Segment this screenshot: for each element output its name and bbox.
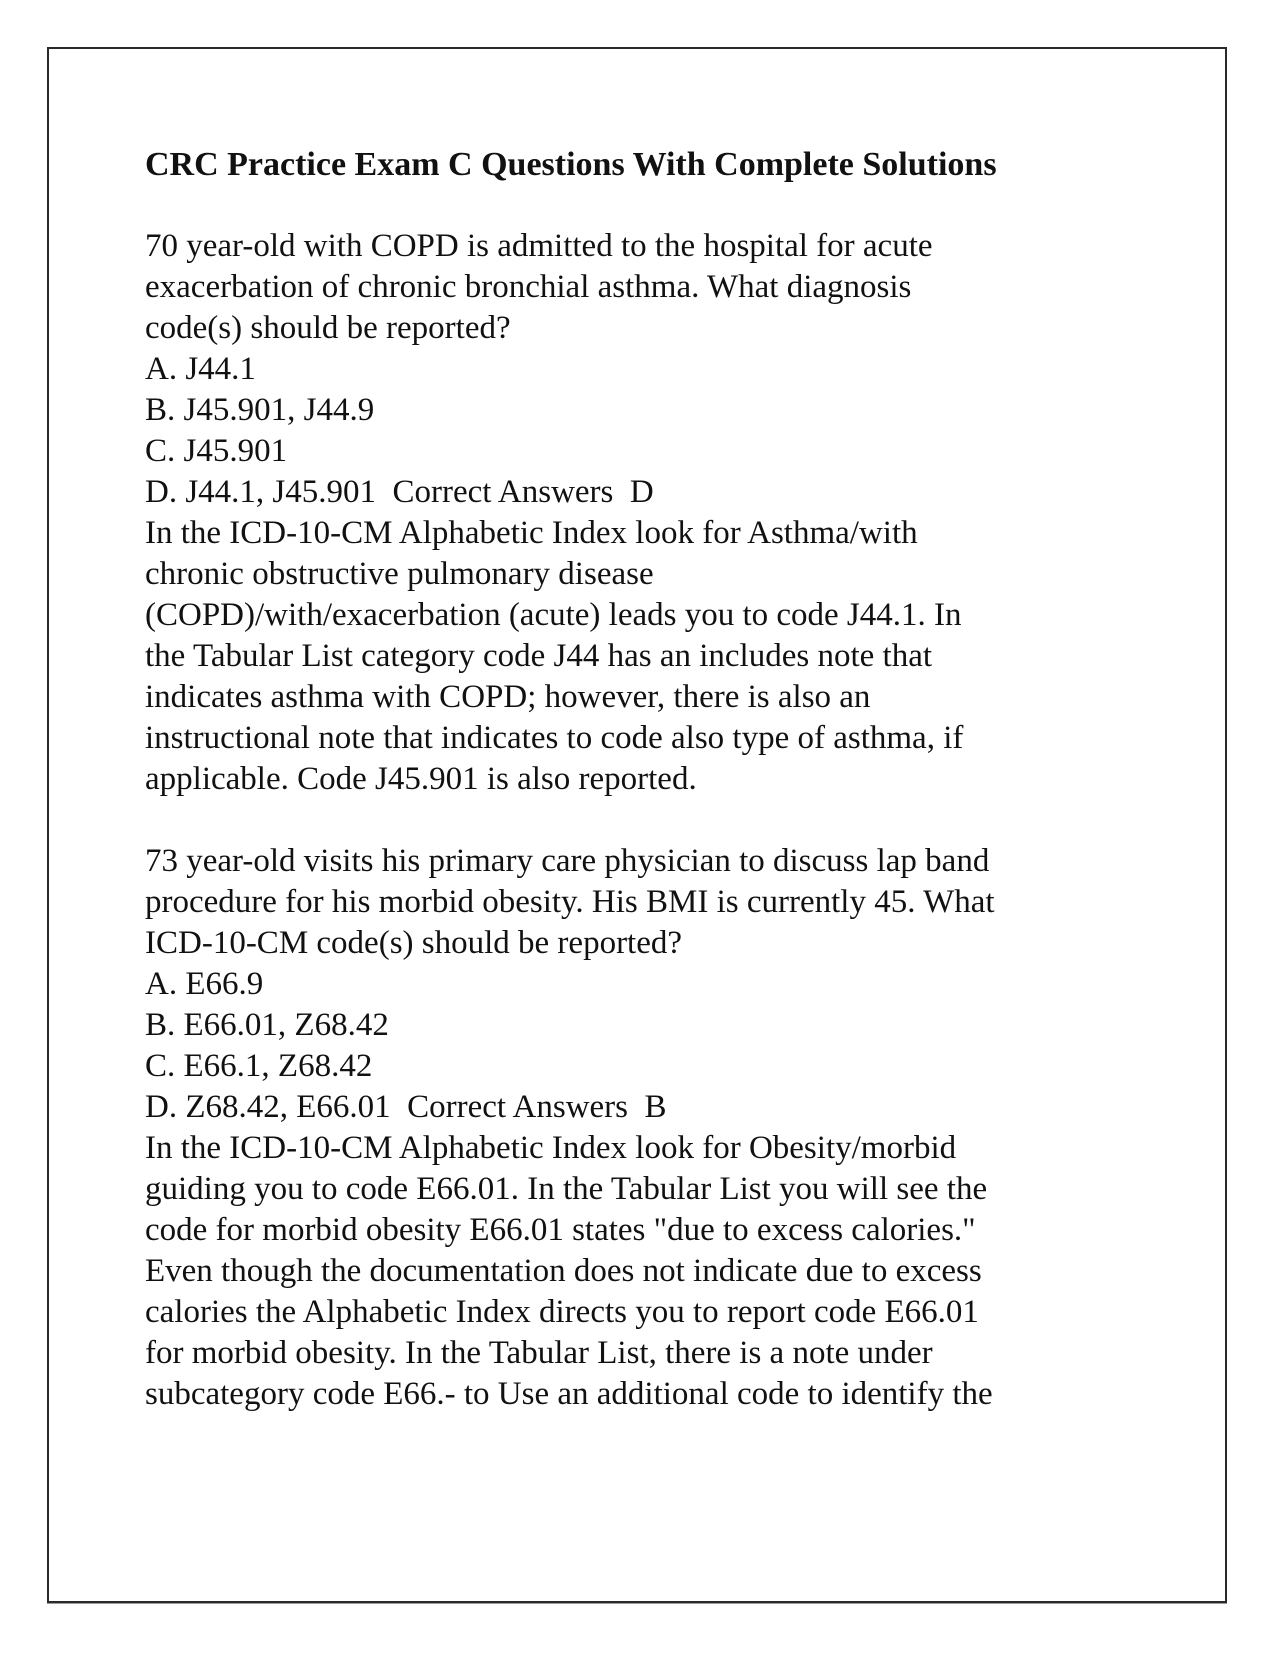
stem-line: 70 year-old with COPD is admitted to the hospital for acute: [145, 228, 933, 264]
option-d-with-answer: D. Z68.42, E66.01 Correct Answers B: [145, 1089, 667, 1125]
question-2-stem: [145, 841, 1095, 964]
question-1-options: [145, 349, 1095, 513]
explanation-line: code for morbid obesity E66.01 states "due to excess calories.": [145, 1212, 976, 1248]
document-content: [145, 144, 1095, 1415]
explanation-line: In the ICD-10-CM Alphabetic Index look for Obesity/morbid: [145, 1130, 957, 1166]
explanation-line: (COPD)/with/exacerbation (acute) leads you to code J44.1. In: [145, 597, 962, 633]
option-d-with-answer: D. J44.1, J45.901 Correct Answers D: [145, 474, 654, 510]
stem-line: exacerbation of chronic bronchial asthma. What diagnosis: [145, 269, 912, 305]
option-c: C. E66.1, Z68.42: [145, 1048, 373, 1084]
option-b: B. E66.01, Z68.42: [145, 1007, 389, 1043]
option-a: A. J44.1: [145, 351, 256, 387]
explanation-line: instructional note that indicates to code also type of asthma, if: [145, 720, 964, 756]
question-1: [145, 226, 1095, 800]
explanation-line: for morbid obesity. In the Tabular List, there is a note under: [145, 1335, 933, 1371]
option-c: C. J45.901: [145, 433, 288, 469]
question-1-stem: [145, 226, 1095, 349]
explanation-line: In the ICD-10-CM Alphabetic Index look for Asthma/with: [145, 515, 918, 551]
option-b: B. J45.901, J44.9: [145, 392, 375, 428]
explanation-line: Even though the documentation does not indicate due to excess: [145, 1253, 982, 1289]
explanation-line: calories the Alphabetic Index directs you to report code E66.01: [145, 1294, 979, 1330]
explanation-line: chronic obstructive pulmonary disease: [145, 556, 654, 592]
stem-line: code(s) should be reported?: [145, 310, 511, 346]
stem-line: ICD-10-CM code(s) should be reported?: [145, 925, 683, 961]
explanation-line: the Tabular List category code J44 has an includes note that: [145, 638, 933, 674]
explanation-line: indicates asthma with COPD; however, there is also an: [145, 679, 871, 715]
stem-line: procedure for his morbid obesity. His BMI is currently 45. What: [145, 884, 995, 920]
question-2-options: [145, 964, 1095, 1128]
explanation-line: subcategory code E66.- to Use an additional code to identify the: [145, 1376, 993, 1412]
explanation-line: applicable. Code J45.901 is also reported.: [145, 761, 697, 797]
option-a: A. E66.9: [145, 966, 264, 1002]
paragraph-gap: [145, 800, 1095, 841]
question-2-explanation: [145, 1128, 1095, 1415]
question-2: [145, 841, 1095, 1415]
stem-line: 73 year-old visits his primary care physician to discuss lap band: [145, 843, 990, 879]
document-page: [47, 47, 1227, 1603]
explanation-line: guiding you to code E66.01. In the Tabular List you will see the: [145, 1171, 988, 1207]
document-title: CRC Practice Exam C Questions With Complete Solutions: [145, 146, 997, 183]
question-1-explanation: [145, 513, 1095, 800]
